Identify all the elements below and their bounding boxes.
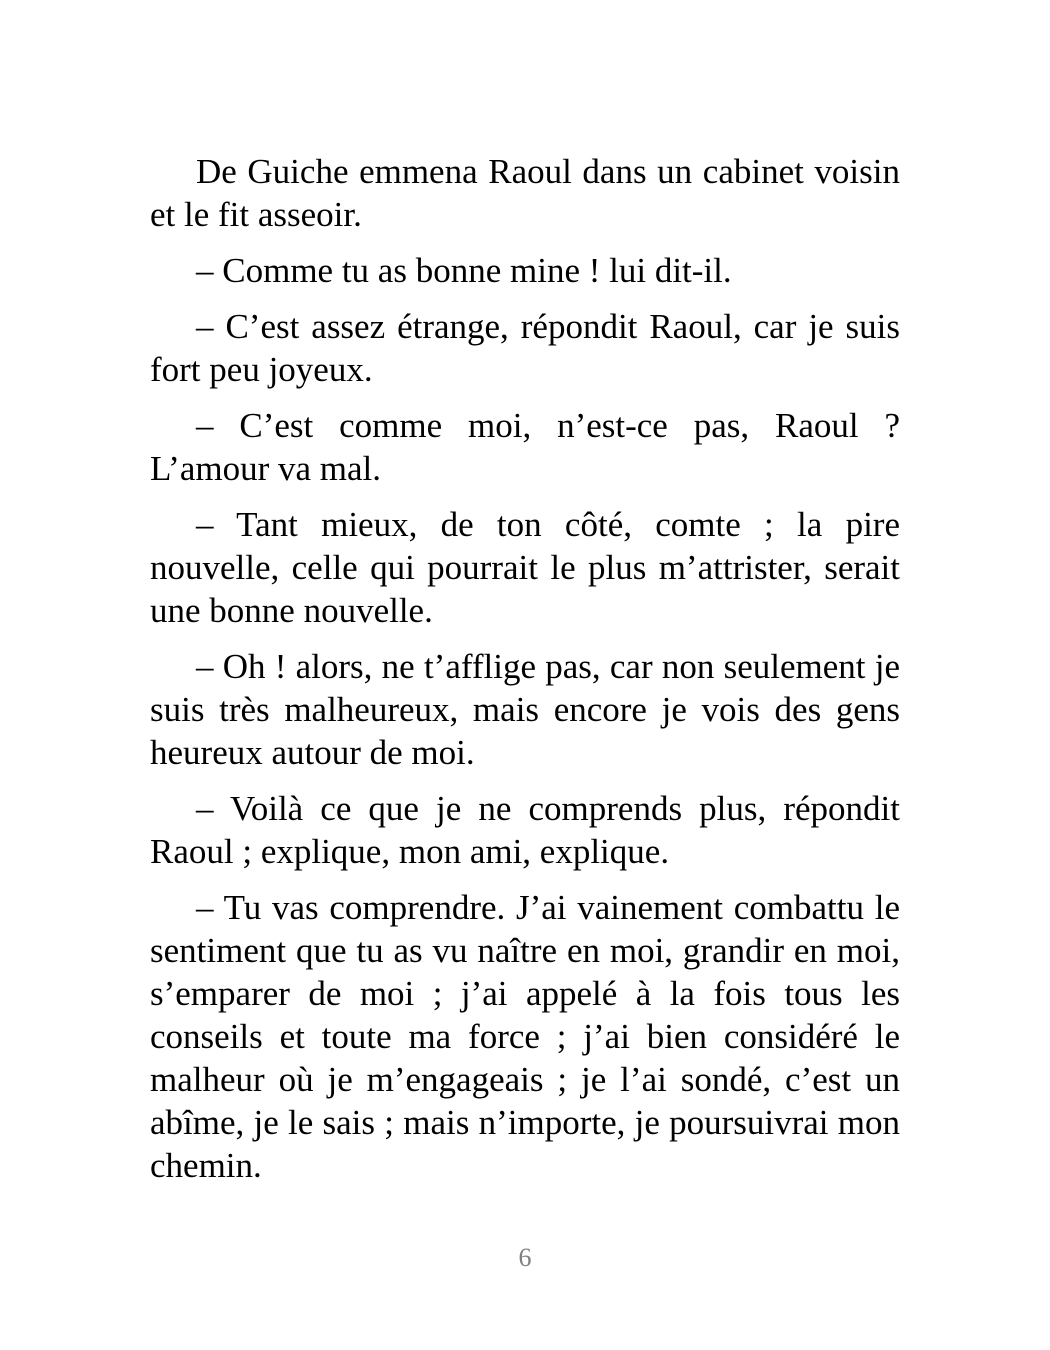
paragraph: – Comme tu as bonne mine ! lui dit-il. [196,251,732,290]
text-body [150,150,900,1200]
paragraph: – Tu vas comprendre. J’ai vainement combattu le sentiment que tu as vu naître en moi, grandir en moi, s’emparer de moi ; j’ai appelé à la fois tous les conseils et toute ma force ; j’ai bien considéré le malheur où je m’engageais ; je l’ai sondé, c’est un abîme, je le sais ; mais n’importe, je poursuivrai mon chemin. [150,888,900,1185]
paragraph: – Voilà ce que je ne comprends plus, répondit Raoul ; explique, mon ami, explique. [150,789,900,871]
paragraph: De Guiche emmena Raoul dans un cabinet voisin et le fit asseoir. [150,152,900,234]
paragraph: – Oh ! alors, ne t’afflige pas, car non seulement je suis très malheureux, mais encore je vois des gens heureux autour de moi. [150,647,900,772]
paragraph: – C’est comme moi, n’est-ce pas, Raoul ? L’amour va mal. [150,406,900,488]
paragraph: – C’est assez étrange, répondit Raoul, car je suis fort peu joyeux. [150,307,900,389]
paragraph: – Tant mieux, de ton côté, comte ; la pire nouvelle, celle qui pourrait le plus m’attrister, serait une bonne nouvelle. [150,505,900,630]
page-number: 6 [518,1243,532,1272]
